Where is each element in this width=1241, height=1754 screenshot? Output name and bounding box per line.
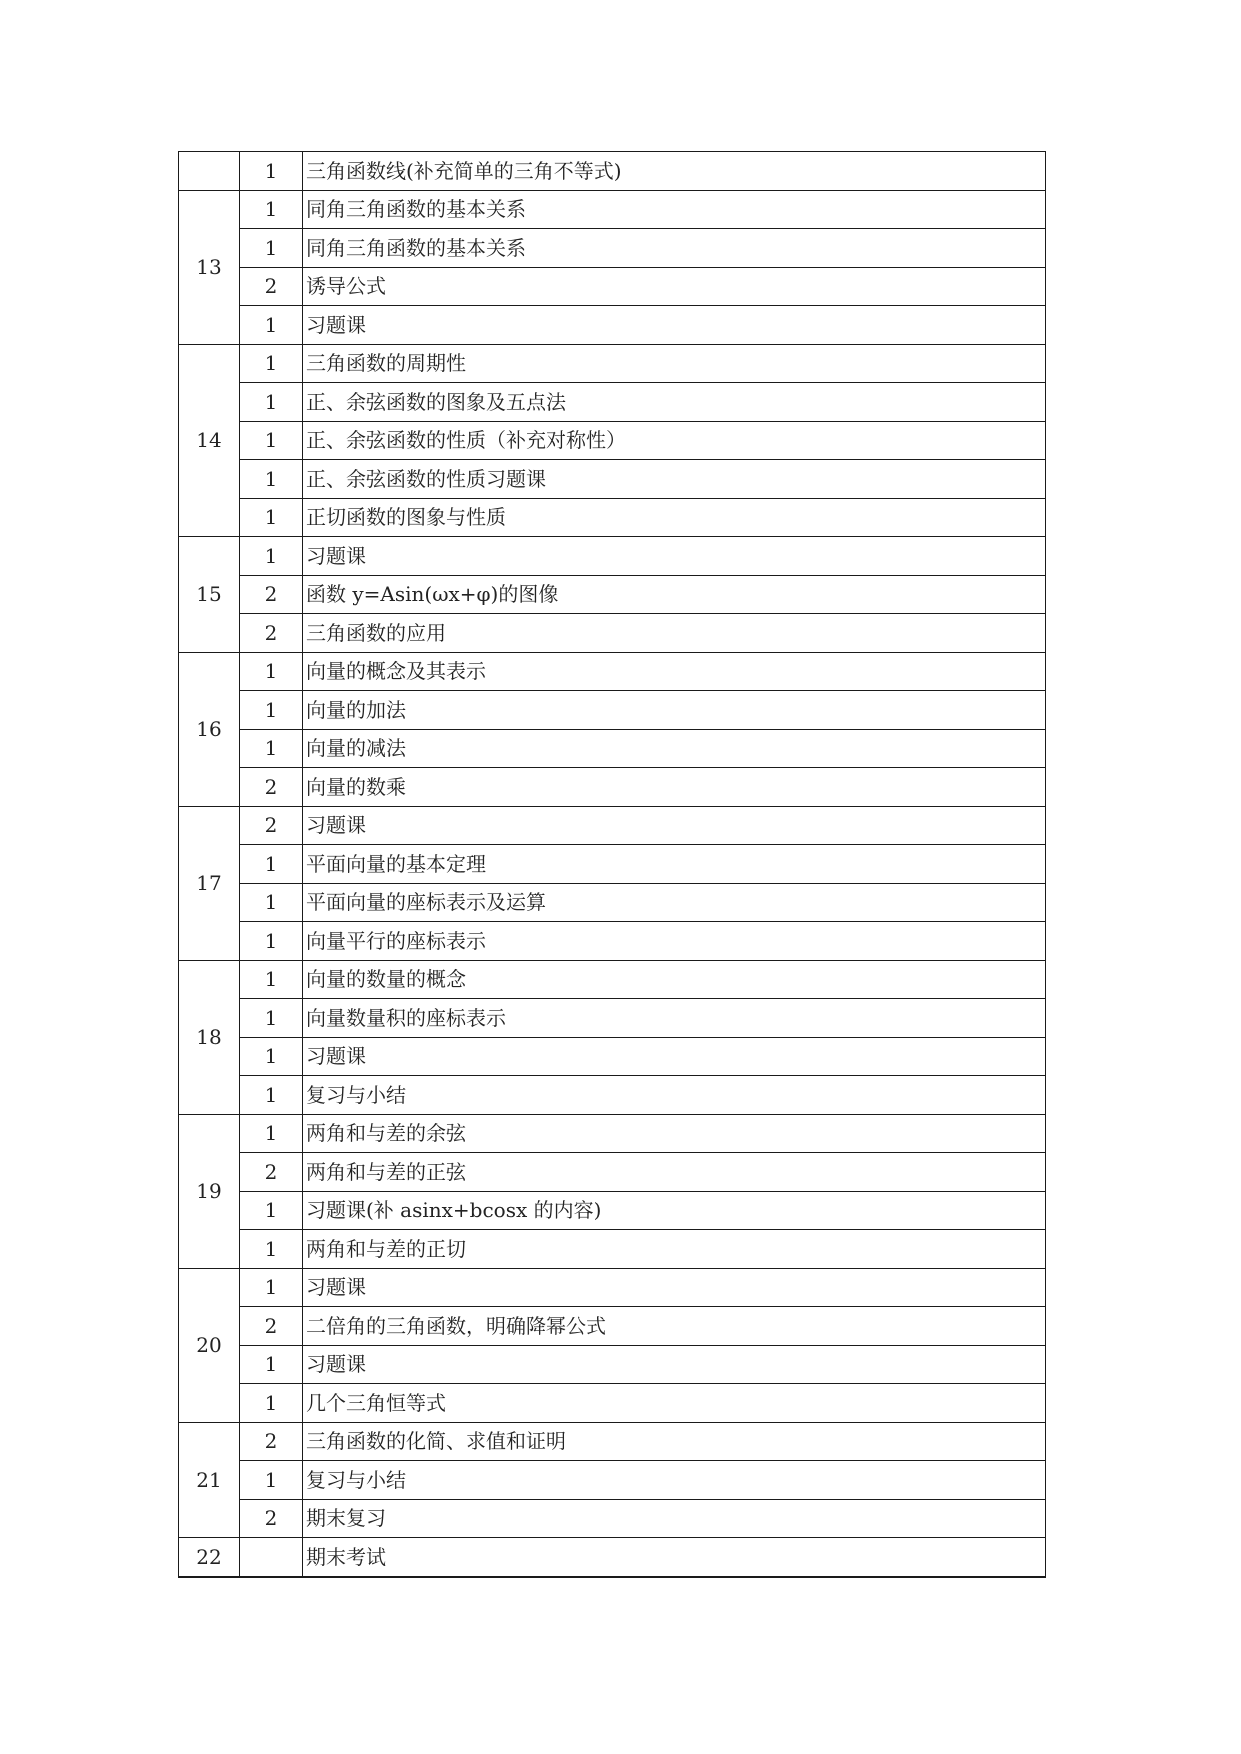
topic-cell: 两角和与差的正切	[303, 1230, 1046, 1269]
topic-cell: 习题课	[303, 537, 1046, 576]
week-cell: 21	[179, 1422, 240, 1538]
table-row	[179, 614, 1046, 653]
hours-cell: 1	[240, 537, 303, 576]
week-cell: 14	[179, 344, 240, 537]
topic-cell: 同角三角函数的基本关系	[303, 229, 1046, 268]
topic-cell: 向量的数量的概念	[303, 960, 1046, 999]
hours-cell: 1	[240, 999, 303, 1038]
table-row	[179, 1422, 1046, 1461]
hours-cell: 1	[240, 1268, 303, 1307]
hours-cell: 1	[240, 421, 303, 460]
topic-cell: 函数 y=Asin(ωx+φ)的图像	[303, 575, 1046, 614]
hours-cell: 1	[240, 883, 303, 922]
hours-cell: 1	[240, 1345, 303, 1384]
topic-cell: 习题课	[303, 1345, 1046, 1384]
topic-cell: 诱导公式	[303, 267, 1046, 306]
hours-cell: 1	[240, 1076, 303, 1115]
table-row	[179, 1114, 1046, 1153]
topic-cell: 三角函数的化简、求值和证明	[303, 1422, 1046, 1461]
hours-cell: 2	[240, 575, 303, 614]
topic-cell: 复习与小结	[303, 1076, 1046, 1115]
topic-cell: 复习与小结	[303, 1461, 1046, 1500]
table-row	[179, 883, 1046, 922]
topic-cell: 正、余弦函数的图象及五点法	[303, 383, 1046, 422]
week-cell: 19	[179, 1114, 240, 1268]
hours-cell: 1	[240, 1230, 303, 1269]
topic-cell: 同角三角函数的基本关系	[303, 190, 1046, 229]
topic-cell: 两角和与差的正弦	[303, 1153, 1046, 1192]
week-cell: 16	[179, 652, 240, 806]
week-cell: 22	[179, 1538, 240, 1577]
hours-cell: 2	[240, 768, 303, 807]
hours-cell: 1	[240, 960, 303, 999]
topic-cell: 正、余弦函数的性质习题课	[303, 460, 1046, 499]
table-row	[179, 922, 1046, 961]
topic-cell: 三角函数的应用	[303, 614, 1046, 653]
topic-cell: 几个三角恒等式	[303, 1384, 1046, 1423]
topic-cell: 期末复习	[303, 1499, 1046, 1538]
topic-cell: 向量的加法	[303, 691, 1046, 730]
week-cell: 18	[179, 960, 240, 1114]
table-row	[179, 960, 1046, 999]
hours-cell: 1	[240, 383, 303, 422]
table-row	[179, 999, 1046, 1038]
week-cell: 13	[179, 190, 240, 344]
topic-cell: 三角函数的周期性	[303, 344, 1046, 383]
table-row	[179, 267, 1046, 306]
table-row	[179, 344, 1046, 383]
hours-cell: 1	[240, 652, 303, 691]
topic-cell: 习题课	[303, 806, 1046, 845]
topic-cell: 正切函数的图象与性质	[303, 498, 1046, 537]
topic-cell: 向量的概念及其表示	[303, 652, 1046, 691]
table-row	[179, 1499, 1046, 1538]
table-row	[179, 229, 1046, 268]
hours-cell: 1	[240, 922, 303, 961]
topic-cell: 习题课	[303, 1268, 1046, 1307]
topic-cell: 两角和与差的余弦	[303, 1114, 1046, 1153]
hours-cell: 1	[240, 1461, 303, 1500]
table-row	[179, 575, 1046, 614]
hours-cell: 1	[240, 306, 303, 345]
hours-cell: 2	[240, 1499, 303, 1538]
week-cell: 20	[179, 1268, 240, 1422]
hours-cell: 1	[240, 460, 303, 499]
topic-cell: 正、余弦函数的性质（补充对称性）	[303, 421, 1046, 460]
schedule-body	[179, 152, 1046, 1577]
table-row	[179, 691, 1046, 730]
hours-cell: 1	[240, 1191, 303, 1230]
table-row	[179, 1461, 1046, 1500]
topic-cell: 向量平行的座标表示	[303, 922, 1046, 961]
hours-cell: 2	[240, 1307, 303, 1346]
hours-cell: 1	[240, 498, 303, 537]
topic-cell: 向量的数乘	[303, 768, 1046, 807]
schedule-table	[178, 151, 1046, 1578]
hours-cell: 1	[240, 729, 303, 768]
week-cell: 17	[179, 806, 240, 960]
hours-cell: 1	[240, 1037, 303, 1076]
hours-cell: 1	[240, 190, 303, 229]
topic-cell: 习题课	[303, 1037, 1046, 1076]
table-row	[179, 383, 1046, 422]
hours-cell: 1	[240, 845, 303, 884]
table-row	[179, 1037, 1046, 1076]
table-row	[179, 1538, 1046, 1577]
table-row	[179, 421, 1046, 460]
table-row	[179, 806, 1046, 845]
hours-cell: 2	[240, 1422, 303, 1461]
topic-cell: 向量的减法	[303, 729, 1046, 768]
hours-cell: 2	[240, 614, 303, 653]
hours-cell: 2	[240, 267, 303, 306]
topic-cell: 习题课(补 asinx+bcosx 的内容)	[303, 1191, 1046, 1230]
table-row	[179, 652, 1046, 691]
hours-cell: 1	[240, 1114, 303, 1153]
table-row	[179, 1345, 1046, 1384]
table-row	[179, 729, 1046, 768]
topic-cell: 期末考试	[303, 1538, 1046, 1577]
topic-cell: 平面向量的座标表示及运算	[303, 883, 1046, 922]
table-row	[179, 152, 1046, 191]
topic-cell: 二倍角的三角函数，明确降幂公式	[303, 1307, 1046, 1346]
hours-cell: 2	[240, 806, 303, 845]
hours-cell	[240, 1538, 303, 1577]
table-row	[179, 1191, 1046, 1230]
table-row	[179, 1076, 1046, 1115]
hours-cell: 2	[240, 1153, 303, 1192]
table-row	[179, 537, 1046, 576]
hours-cell: 1	[240, 691, 303, 730]
topic-cell: 三角函数线(补充简单的三角不等式)	[303, 152, 1046, 191]
table-row	[179, 768, 1046, 807]
table-row	[179, 306, 1046, 345]
topic-cell: 向量数量积的座标表示	[303, 999, 1046, 1038]
table-row	[179, 1230, 1046, 1269]
table-row	[179, 460, 1046, 499]
table-row	[179, 1153, 1046, 1192]
table-row	[179, 190, 1046, 229]
topic-cell: 习题课	[303, 306, 1046, 345]
hours-cell: 1	[240, 229, 303, 268]
topic-cell: 平面向量的基本定理	[303, 845, 1046, 884]
hours-cell: 1	[240, 344, 303, 383]
hours-cell: 1	[240, 152, 303, 191]
table-row	[179, 1384, 1046, 1423]
table-row	[179, 1268, 1046, 1307]
week-cell: 15	[179, 537, 240, 653]
table-row	[179, 1307, 1046, 1346]
hours-cell: 1	[240, 1384, 303, 1423]
table-row	[179, 845, 1046, 884]
table-row	[179, 498, 1046, 537]
week-cell	[179, 152, 240, 191]
